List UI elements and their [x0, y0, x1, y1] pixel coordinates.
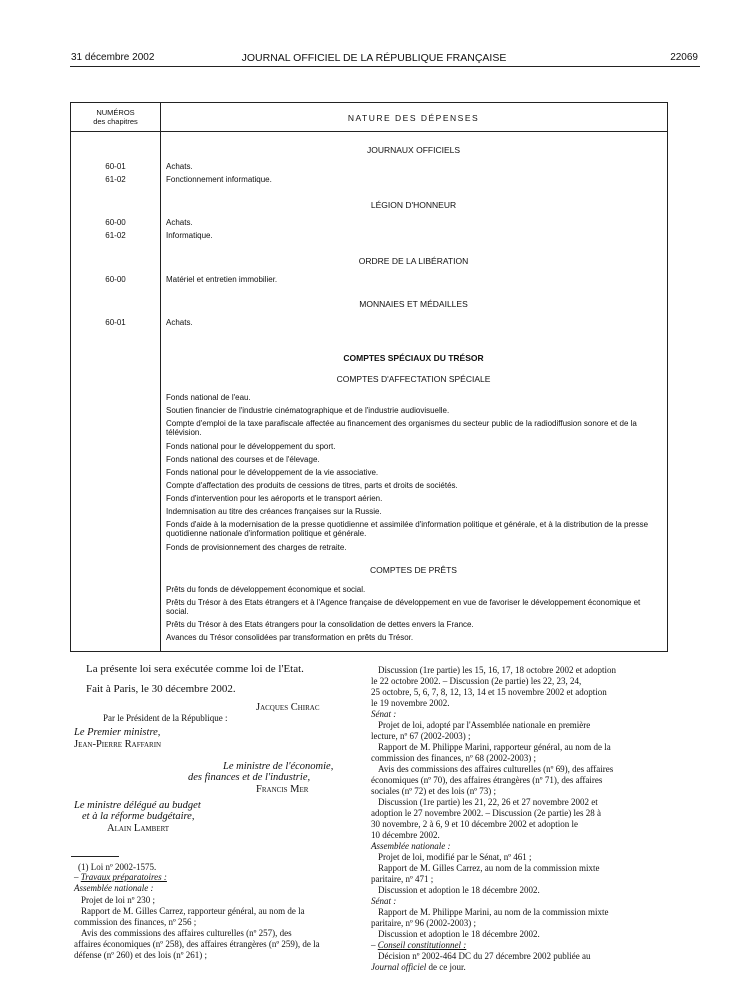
- row-code: 60-00: [105, 218, 126, 227]
- right-line: le 22 octobre 2002. – Discussion (2e partie) les 22, 23, 24,: [371, 676, 582, 686]
- right-line: 25 octobre, 5, 6, 7, 8, 12, 13, 14 et 15 novembre 2002 et adoption: [371, 687, 607, 697]
- row-label: Achats.: [166, 218, 193, 227]
- row-label: Achats.: [166, 318, 193, 327]
- senat-heading-2: Sénat :: [371, 896, 397, 906]
- row-code: 61-02: [105, 231, 126, 240]
- budget-title-2: et à la réforme budgétaire,: [82, 811, 195, 822]
- right-line: commission des finances, nº 68 (2002-2003) ;: [371, 753, 537, 763]
- footnote-law-number: (1) Loi nº 2002-1575.: [78, 862, 157, 872]
- footnote-dash: –: [74, 872, 81, 882]
- budget-title-1: Le ministre délégué au budget: [74, 800, 201, 811]
- eco-title-1: Le ministre de l'économie,: [223, 761, 334, 772]
- eco-title-2: des finances et de l'industrie,: [188, 772, 311, 783]
- column-header-nature: NATURE DES DÉPENSES: [347, 113, 480, 123]
- signature-president: Jacques Chirac: [256, 702, 320, 713]
- right-line: Discussion (1re partie) les 15, 16, 17, 18 octobre 2002 et adoption: [378, 665, 616, 675]
- budget-name: Alain Lambert: [107, 823, 170, 834]
- right-line: le 19 novembre 2002.: [371, 698, 450, 708]
- right-line: Décision nº 2002-464 DC du 27 décembre 2002 publiée au: [378, 951, 591, 961]
- right-line: paritaire, nº 96 (2002-2003) ;: [371, 918, 477, 928]
- footnote-line: Avis des commissions des affaires culturelles (nº 257), des: [81, 928, 292, 938]
- right-line: paritaire, nº 471 ;: [371, 874, 434, 884]
- assemblee-heading: Assemblée nationale :: [74, 883, 154, 893]
- section-journaux: JOURNAUX OFFICIELS: [366, 145, 461, 155]
- place-date: Fait à Paris, le 30 décembre 2002.: [86, 683, 236, 695]
- affectation-item: Fonds national pour le développement de la vie associative.: [166, 468, 379, 477]
- right-line: Discussion et adoption le 18 décembre 2002.: [378, 885, 540, 895]
- par-le-president: Par le Président de la République :: [103, 713, 228, 723]
- right-line: adoption le 27 novembre 2002. – Discussion (2e partie) les 28 à: [371, 808, 601, 818]
- row-label: Informatique.: [166, 231, 213, 240]
- header-divider: [71, 131, 667, 132]
- travaux-heading: Travaux préparatoires :: [80, 872, 167, 882]
- row-code: 60-01: [105, 162, 126, 171]
- footnote-line: défense (nº 260) et des lois (nº 261) ;: [74, 950, 208, 960]
- right-line: 30 novembre, 2 à 6, 9 et 10 décembre 2002 et adoption le: [371, 819, 578, 829]
- row-code: 60-00: [105, 275, 126, 284]
- affectation-item: Fonds de provisionnement des charges de retraite.: [166, 543, 347, 552]
- section-ordre: ORDRE DE LA LIBÉRATION: [358, 256, 469, 266]
- right-line: économiques (nº 70), des affaires étrangères (nº 71), des affaires: [371, 775, 603, 785]
- right-line: 10 décembre 2002.: [371, 830, 440, 840]
- right-line: Discussion (1re partie) les 21, 22, 26 et 27 novembre 2002 et: [378, 797, 598, 807]
- row-code: 61-02: [105, 175, 126, 184]
- section-legion: LÉGION D'HONNEUR: [370, 200, 457, 210]
- ce-jour: de ce jour.: [426, 962, 466, 972]
- footnote-line: Projet de loi nº 230 ;: [81, 895, 156, 905]
- column-header-numbers: [71, 108, 160, 126]
- affectation-item: Fonds national pour le développement du sport.: [166, 442, 336, 451]
- row-code: 60-01: [105, 318, 126, 327]
- right-line: Rapport de M. Gilles Carrez, au nom de la commission mixte: [378, 863, 600, 873]
- footnote-travaux: [74, 872, 167, 883]
- execution-clause: La présente loi sera exécutée comme loi de l'Etat.: [86, 663, 304, 675]
- affectation-item: Fonds d'aide à la modernisation de la presse quotidienne et assimilée d'information politique et générale, et à la distribution de la presse quotidienne nationale d'information politique et générale.: [166, 520, 649, 538]
- affectation-item: Fonds national de l'eau.: [166, 393, 251, 402]
- pm-name: Jean-Pierre Raffarin: [74, 739, 162, 750]
- row-label: Achats.: [166, 162, 193, 171]
- footnote-line: Rapport de M. Gilles Carrez, rapporteur général, au nom de la: [81, 906, 305, 916]
- prets-item: Avances du Trésor consolidées par transformation en prêts du Trésor.: [166, 633, 414, 642]
- column-header-numbers-line1: NUMÉROS: [96, 108, 135, 117]
- footnote-line: commission des finances, nº 256 ;: [74, 917, 197, 927]
- prets-item: Prêts du fonds de développement économique et social.: [166, 585, 366, 594]
- right-line: Avis des commissions des affaires culturelles (nº 69), des affaires: [378, 764, 614, 774]
- footnote-separator: [71, 856, 119, 857]
- section-monnaies: MONNAIES ET MÉDAILLES: [359, 299, 468, 309]
- right-line: Rapport de M. Philippe Marini, rapporteur général, au nom de la: [378, 742, 611, 752]
- footnote-line: affaires économiques (nº 258), des affaires étrangères (nº 259), de la: [74, 939, 320, 949]
- senat-heading: Sénat :: [371, 709, 397, 719]
- right-line: Projet de loi, adopté par l'Assemblée nationale en première: [378, 720, 591, 730]
- header-date: 31 décembre 2002: [71, 52, 155, 63]
- right-line: lecture, nº 67 (2002-2003) ;: [371, 731, 471, 741]
- affectation-item: Soutien financier de l'industrie cinématographique et de l'industrie audiovisuelle.: [166, 406, 450, 415]
- header-rule: [70, 66, 700, 67]
- right-line-last: [371, 962, 466, 973]
- section-comptes-speciaux: COMPTES SPÉCIAUX DU TRÉSOR: [343, 353, 484, 363]
- assemblee-heading-right: Assemblée nationale :: [371, 841, 451, 851]
- affectation-item: Fonds d'intervention pour les aéroports et le transport aérien.: [166, 494, 383, 503]
- column-header-numbers-line2: des chapitres: [93, 117, 138, 126]
- conseil-line: [371, 940, 466, 951]
- right-line: Rapport de M. Philippe Marini, au nom de la commission mixte: [378, 907, 609, 917]
- section-affectation: COMPTES D'AFFECTATION SPÉCIALE: [336, 374, 491, 384]
- row-label: Matériel et entretien immobilier.: [166, 275, 278, 284]
- right-line: Projet de loi, modifié par le Sénat, nº 461 ;: [378, 852, 532, 862]
- right-line: Discussion et adoption le 18 décembre 2002.: [378, 929, 540, 939]
- affectation-item: Fonds national des courses et de l'élevage.: [166, 455, 320, 464]
- prets-item: Prêts du Trésor à des Etats étrangers et à l'Agence française de développement en vue de favoriser le développement économique et social.: [166, 598, 641, 616]
- section-prets: COMPTES DE PRÊTS: [370, 565, 457, 575]
- pm-title: Le Premier ministre,: [74, 727, 161, 738]
- page-number: 22069: [670, 52, 698, 63]
- affectation-item: Compte d'affectation des produits de cessions de titres, parts et droits de sociétés.: [166, 481, 458, 490]
- prets-item: Prêts du Trésor à des Etats étrangers pour la consolidation de dettes envers la France.: [166, 620, 474, 629]
- right-line: sociales (nº 72) et des lois (nº 73) ;: [371, 786, 497, 796]
- journal-title: JOURNAL OFFICIEL DE LA RÉPUBLIQUE FRANÇAISE: [241, 52, 507, 64]
- conseil-dash: –: [371, 940, 378, 950]
- journal-officiel-ref: Journal officiel: [371, 962, 427, 972]
- row-label: Fonctionnement informatique.: [166, 175, 272, 184]
- affectation-item: Indemnisation au titre des créances françaises sur la Russie.: [166, 507, 382, 516]
- conseil-heading: Conseil constitutionnel :: [377, 940, 467, 950]
- expenses-table: [70, 102, 668, 652]
- affectation-item: Compte d'emploi de la taxe parafiscale affectée au financement des organismes du secteur public de la radiodiffusion sonore et de la télévision.: [166, 419, 637, 437]
- eco-name: Francis Mer: [256, 784, 309, 795]
